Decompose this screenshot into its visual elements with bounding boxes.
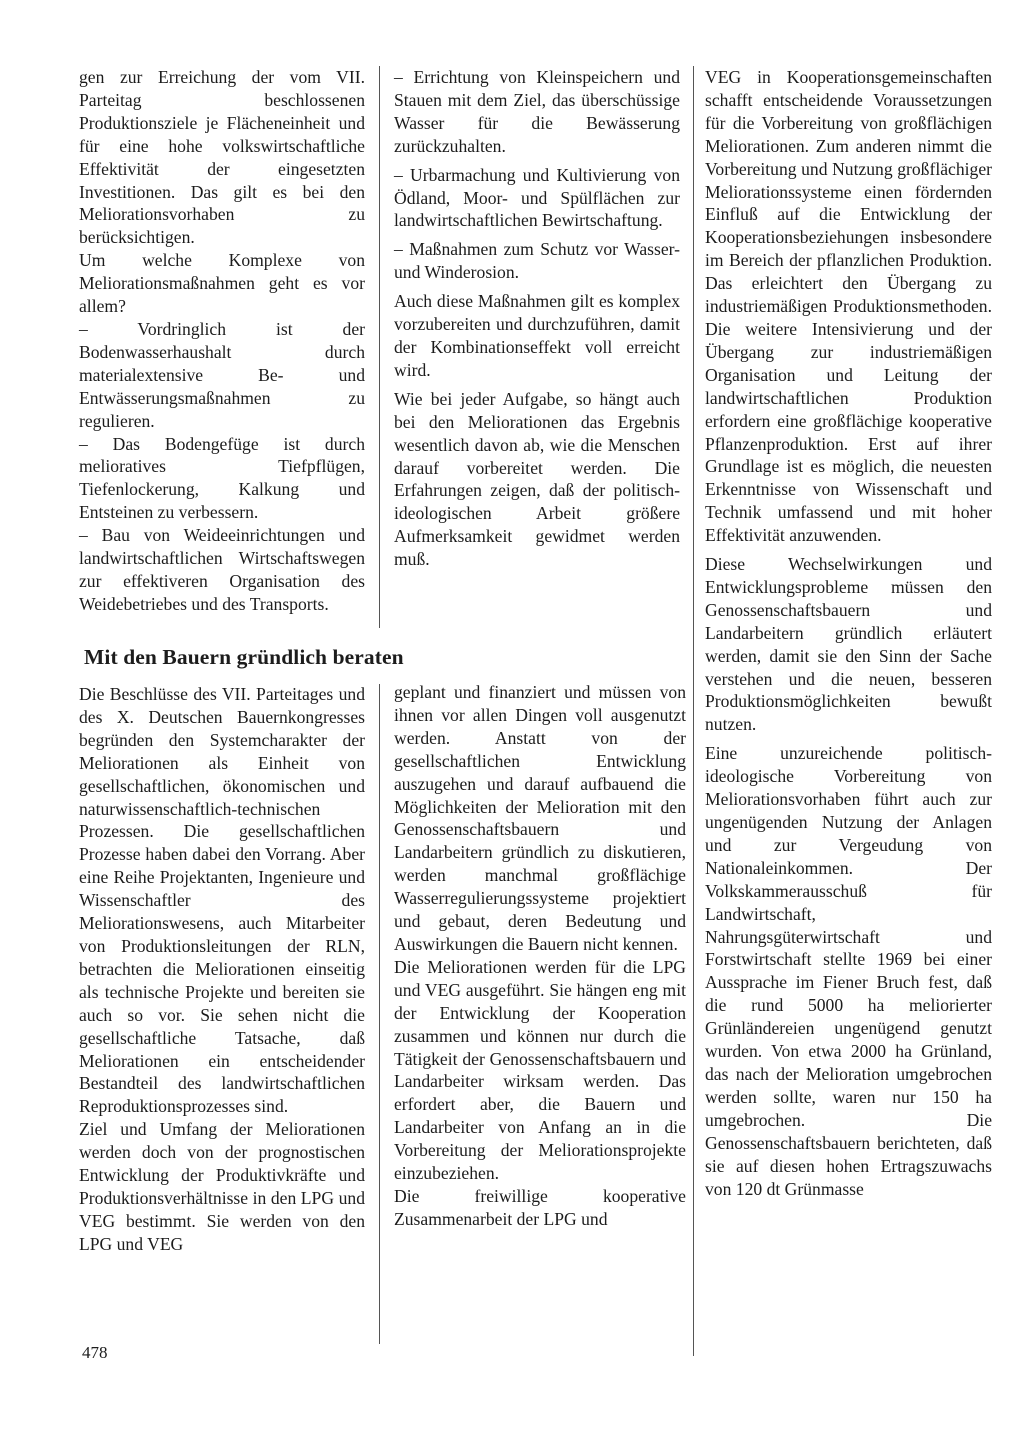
column-1	[79, 66, 365, 616]
list-item: – Das Bodengefüge ist durch melioratives Tiefpflügen, Tiefenlockerung, Kalkung und Entsteinen zu verbessern.	[79, 433, 365, 523]
list-item: – Errichtung von Kleinspeichern und Stauen mit dem Ziel, das überschüssige Wasser für die Bewässerung zurückzuhalten.	[394, 67, 680, 156]
list-item: – Vordringlich ist der Bodenwasserhaushalt durch materialextensive Be- und Entwässerungsmaßnahmen zu regulieren.	[79, 318, 365, 431]
paragraph: Auch diese Maßnahmen gilt es komplex vorzubereiten und durchzuführen, damit der Kombinationseffekt voll erreicht wird.	[394, 291, 680, 380]
paragraph: Die Beschlüsse des VII. Parteitages und des X. Deutschen Bauernkongresses begründen den Systemcharakter der Meliorationen als Einheit von gesellschaftlichen, ökonomischen und naturwissenschaftlich-technischen Prozessen. Die gesellschaftlichen Prozesse haben dabei den Vorrang. Aber eine Reihe Projektanten, Ingenieure und Wissenschaftler des Meliorationswesens, auch Mitarbeiter von Produktionsleitungen der RLN, betrachten die Meliorationen einseitig als technische Projekte und bereiten sie auch so vor. Sie sehen nicht die gesellschaftliche Tatsache, daß Meliorationen ein entscheidender Bestandteil des landwirtschaftlichen Reproduktionsprozesses sind.	[79, 684, 365, 1117]
paragraph: Wie bei jeder Aufgabe, so hängt auch bei den Meliorationen das Ergebnis wesentlich davon ab, wie die Menschen darauf vorbereitet werden. Die Erfahrungen zeigen, daß der politisch-ideologischen Arbeit größere Aufmerksamkeit gewidmet werden muß.	[394, 388, 680, 570]
paragraph: Die freiwillige kooperative Zusammenarbeit der LPG und	[394, 1185, 686, 1229]
column-rule	[379, 684, 380, 1344]
paragraph: Um welche Komplexe von Meliorationsmaßnahmen geht es vor allem?	[79, 250, 365, 317]
column-rule	[379, 66, 380, 628]
paragraph: Die Meliorationen werden für die LPG und VEG ausgeführt. Sie hängen eng mit der Entwicklung der Kooperation zusammen und können nur durch die Tätigkeit der Genossenschaftsbauern und Landarbeiter wirksam werden. Das erfordert aber, die Bauern und Landarbeiter von Anfang an in die Vorbereitung der Meliorationsprojekte einzubeziehen.	[394, 956, 686, 1184]
paragraph: Eine unzureichende politisch-ideologische Vorbereitung von Meliorationsvorhaben führt auch zur ungenügenden Nutzung der Anlagen und zur Vergeudung von Nationaleinkommen. Der Volkskammerausschuß für Landwirtschaft, Nahrungsgüterwirtschaft und Forstwirtschaft stellte 1969 bei einer Aussprache im Fiener Bruch fest, daß die rund 5000 ha meliorierter Grünländereien ungenügend genutzt wurden. Von etwa 2000 ha Grünland, das nach der Melioration umgebrochen werden sollte, waren nur 150 ha umgebrochen. Die Genossenschaftsbauern berichteten, daß sie auf diesen hohen Ertragszuwachs von 120 dt Grünmasse	[705, 743, 992, 1199]
paragraph: gen zur Erreichung der vom VII. Parteitag beschlossenen Produktionsziele je Flächeneinheit und für eine hohe volkswirtschaftliche Effektivität der eingesetzten Investitionen. Das gilt es bei den Meliorationsvorhaben zu berücksichtigen.	[79, 67, 365, 248]
paragraph: VEG in Kooperationsgemeinschaften schafft entscheidende Voraussetzungen für die Vorbereitung von großflächigen Meliorationen. Zum anderen nimmt die Vorbereitung und Nutzung großflächiger Meliorationssysteme einen fördernden Einfluß auf die Entwicklung der Kooperationsbeziehungen insbesondere im Bereich der pflanzlichen Produktion. Das erleichtert den Übergang zu industriemäßigen Produktionsmethoden. Die weitere Intensivierung und der Übergang zur industriemäßigen Organisation und Leitung der landwirtschaftlichen Produktion erfordern eine großflächige kooperative Pflanzenproduktion. Erst auf ihrer Grundlage ist es möglich, die neuesten Erkenntnisse von Wissenschaft und Technik umfassend und mit hoher Effektivität anzuwenden.	[705, 67, 992, 546]
paragraph: Diese Wechselwirkungen und Entwicklungsprobleme müssen den Genossenschaftsbauern und Landarbeitern gründlich erläutert werden, damit sie den Sinn der Sache verstehen und die neuen, besseren Produktionsmöglichkeiten bewußt nutzen.	[705, 554, 992, 735]
section-heading: Mit den Bauern gründlich beraten	[84, 645, 404, 669]
list-item: – Urbarmachung und Kultivierung von Ödland, Moor- und Spülflächen zur landwirtschaftlichen Bewirtschaftung.	[394, 164, 680, 231]
list-item: – Maßnahmen zum Schutz vor Wasser- und Winderosion.	[394, 239, 680, 283]
paragraph: geplant und finanziert und müssen von ihnen vor allen Dingen voll ausgenutzt werden. Anstatt von der gesellschaftlichen Entwicklung auszugehen und darauf aufbauend die Möglichkeiten der Melioration mit den Genossenschaftsbauern und Landarbeitern gründlich zu diskutieren, werden manchmal großflächige Wasserregulierungssysteme projektiert und gebaut, deren Bedeutung und Auswirkungen die Bauern nicht kennen.	[394, 682, 686, 954]
list-item: – Bau von Weideeinrichtungen und landwirtschaftlichen Wirtschaftswegen zur effektiveren Organisation des Weidebetriebes und des Transports.	[79, 525, 365, 614]
column-4	[79, 683, 365, 1256]
column-3	[705, 66, 992, 1200]
column-2	[394, 66, 680, 571]
column-5	[394, 681, 686, 1231]
page-number: 478	[82, 1343, 108, 1362]
column-rule	[693, 66, 694, 1356]
paragraph: Ziel und Umfang der Meliorationen werden doch von der prognostischen Entwicklung der Produktivkräfte und Produktionsverhältnisse in den LPG und VEG bestimmt. Sie werden von den LPG und VEG	[79, 1119, 365, 1254]
